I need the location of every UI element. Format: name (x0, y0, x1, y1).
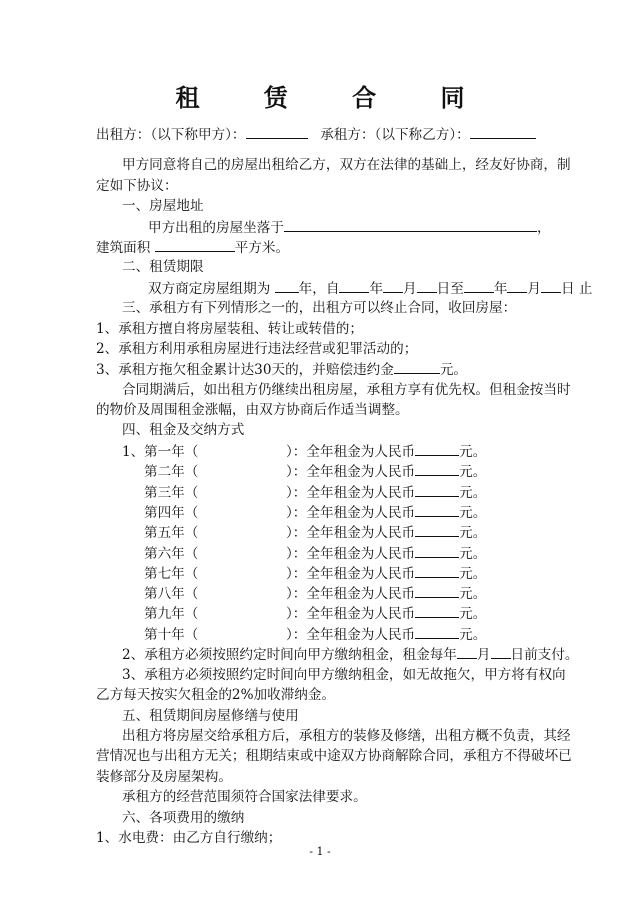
start-month-blank (383, 278, 403, 293)
rent-amount-blank (415, 624, 459, 639)
payment-day-blank (491, 644, 511, 659)
renewal-line-1: 合同期满后，如出租方仍继续出租房屋，承租方享有优先权。但租金按当时 (122, 382, 571, 398)
term-text: 月 (527, 281, 542, 297)
rent-unit: 元。 (459, 484, 487, 501)
rent-amount-text: ）：全年租金为人民币 (286, 586, 416, 603)
utilities-item-1: 1、水电费：由乙方自行缴纳； (96, 830, 282, 846)
lessee-blank (470, 124, 536, 139)
rent-unit: 元。 (459, 525, 487, 542)
lessee-label: 承租方：（以下称乙方）： (320, 127, 470, 143)
payment-month-blank (457, 644, 477, 659)
rent-row (122, 502, 486, 523)
location-blank (284, 217, 537, 232)
rent-amount-text: ）：全年租金为人民币 (286, 444, 416, 460)
late-fee-line-1: 3、承租方必须按照约定时间向甲方缴纳租金，如无故拖欠，甲方将有权向 (122, 667, 566, 683)
rent-row (122, 543, 486, 564)
rent-year-label: 第二年（ (144, 464, 199, 481)
area-unit: 平方米。 (234, 240, 290, 256)
rent-row (122, 461, 486, 482)
rent-row (122, 482, 486, 503)
payment-text: 日前支付。 (510, 647, 579, 663)
repair-line-2: 营情况也与出租方无关；租期结束或中途双方协商解除合同，承租方不得破坏已 (96, 748, 572, 764)
rent-row-prefix: 1、 (122, 444, 145, 460)
rent-year-label: 第三年（ (144, 484, 199, 501)
lessor-label: 出租方：（以下称甲方）： (96, 127, 246, 143)
repair-line-3: 装修部分及房屋架构。 (96, 769, 232, 785)
location-line: 甲方出租的房屋坐落于 ， (148, 217, 551, 238)
page-number: - 1 - (309, 845, 331, 858)
contract-title: 租 赁 合 同 (175, 84, 493, 112)
rent-amount-blank (415, 441, 459, 456)
penalty-blank (394, 359, 440, 374)
rent-year-label: 第一年（ (144, 444, 199, 460)
termination-item-1: 1、承租方擅自将房屋装租、转让或转借的； (96, 321, 363, 337)
termination-item-2: 2、承租方利用承租房屋进行违法经营或犯罪活动的； (96, 341, 418, 357)
rent-unit: 元。 (459, 626, 487, 643)
payment-text: 2、承租方必须按照约定时间向甲方缴纳租金，租金每年 (122, 647, 457, 663)
term-text: 日至 (436, 281, 464, 297)
rent-amount-text: ）：全年租金为人民币 (286, 606, 416, 623)
rent-amount-text: ）：全年租金为人民币 (286, 464, 416, 481)
term-text: 年 (369, 281, 384, 297)
rent-unit: 元。 (459, 444, 487, 460)
rent-row (122, 603, 486, 624)
rent-year-label: 第九年（ (144, 606, 199, 623)
rent-year-label: 第十年（ (144, 626, 199, 643)
repair-line-1: 出租方将房屋交给承租方后，承租方的装修及修缮，出租方概不负责，其经 (122, 728, 571, 744)
rent-amount-blank (415, 583, 459, 598)
payment-line (122, 644, 578, 665)
lessor-blank (246, 124, 308, 139)
rent-row (122, 563, 486, 584)
intro-line-1: 甲方同意将自己的房屋出租给乙方，双方在法律的基础上，经友好协商，制 (122, 157, 571, 173)
rent-unit: 元。 (459, 565, 487, 582)
rent-amount-text: ）：全年租金为人民币 (286, 545, 416, 562)
penalty-unit: 元。 (439, 362, 468, 378)
start-day-blank (417, 278, 437, 293)
termination-item-3 (96, 359, 467, 380)
section-3-heading: 三、承租方有下列情形之一的，出租方可以终止合同，收回房屋： (122, 300, 517, 316)
end-month-blank (507, 278, 527, 293)
area-blank (155, 237, 235, 252)
section-2-heading: 二、租赁期限 (122, 259, 204, 275)
term-years-blank (275, 278, 299, 293)
rent-amount-text: ）：全年租金为人民币 (286, 525, 416, 542)
rent-row (122, 522, 486, 543)
term-text: 月 (403, 281, 417, 297)
rent-unit: 元。 (459, 464, 487, 481)
intro-line-2: 定如下协议： (96, 178, 178, 194)
rent-amount-text: ）：全年租金为人民币 (286, 504, 416, 521)
parties-line (96, 124, 536, 145)
term-text: 年 (493, 281, 508, 297)
rent-amount-text: ）：全年租金为人民币 (286, 626, 416, 643)
end-year-blank (464, 278, 494, 293)
start-year-blank (339, 278, 369, 293)
rent-row (122, 624, 486, 645)
rent-amount-blank (415, 522, 459, 537)
late-fee-line-2: 乙方每天按实欠租金的2%加收滞纳金。 (96, 687, 336, 703)
term-line (148, 278, 593, 299)
rent-unit: 元。 (459, 586, 487, 603)
end-day-blank (541, 278, 561, 293)
rent-amount-blank (415, 603, 459, 618)
rent-year-label: 第八年（ (144, 586, 199, 603)
payment-text: 月 (476, 647, 491, 663)
rent-amount-blank (415, 482, 459, 497)
rent-amount-blank (415, 461, 459, 476)
penalty-text: 3、承租方拖欠租金累计达30天的，并赔偿违约金 (96, 362, 394, 378)
rent-amount-text: ）：全年租金为人民币 (286, 565, 416, 582)
business-scope-line: 承租方的经营范围须符合国家法律要求。 (122, 789, 367, 805)
renewal-line-2: 的物价及周围租金涨幅，由双方协商后作适当调整。 (96, 402, 409, 418)
rent-amount-blank (415, 563, 459, 578)
rent-year-label: 第七年（ (144, 565, 199, 582)
rent-year-label: 第四年（ (144, 504, 199, 521)
term-text: 双方商定房屋组期为 (148, 281, 271, 297)
rent-amount-text: ）：全年租金为人民币 (286, 484, 416, 501)
rent-unit: 元。 (459, 545, 487, 562)
rent-unit: 元。 (459, 606, 487, 623)
area-label: 建筑面积 (96, 240, 151, 256)
rent-amount-blank (415, 543, 459, 558)
rent-row (122, 583, 486, 604)
section-5-heading: 五、租赁期间房屋修缮与使用 (122, 708, 299, 724)
location-label: 甲方出租的房屋坐落于 (148, 220, 284, 236)
rent-year-label: 第五年（ (144, 525, 199, 542)
term-text: 日 止 (561, 281, 593, 297)
section-1-heading: 一、房屋地址 (122, 198, 204, 214)
rent-year-label: 第六年（ (144, 545, 199, 562)
rent-unit: 元。 (459, 504, 487, 521)
rent-row (122, 441, 486, 462)
term-text: 年，自 (298, 281, 340, 297)
rent-amount-blank (415, 502, 459, 517)
section-4-heading: 四、租金及交纳方式 (122, 422, 245, 438)
area-line (96, 237, 289, 258)
section-6-heading: 六、各项费用的缴纳 (122, 810, 245, 826)
